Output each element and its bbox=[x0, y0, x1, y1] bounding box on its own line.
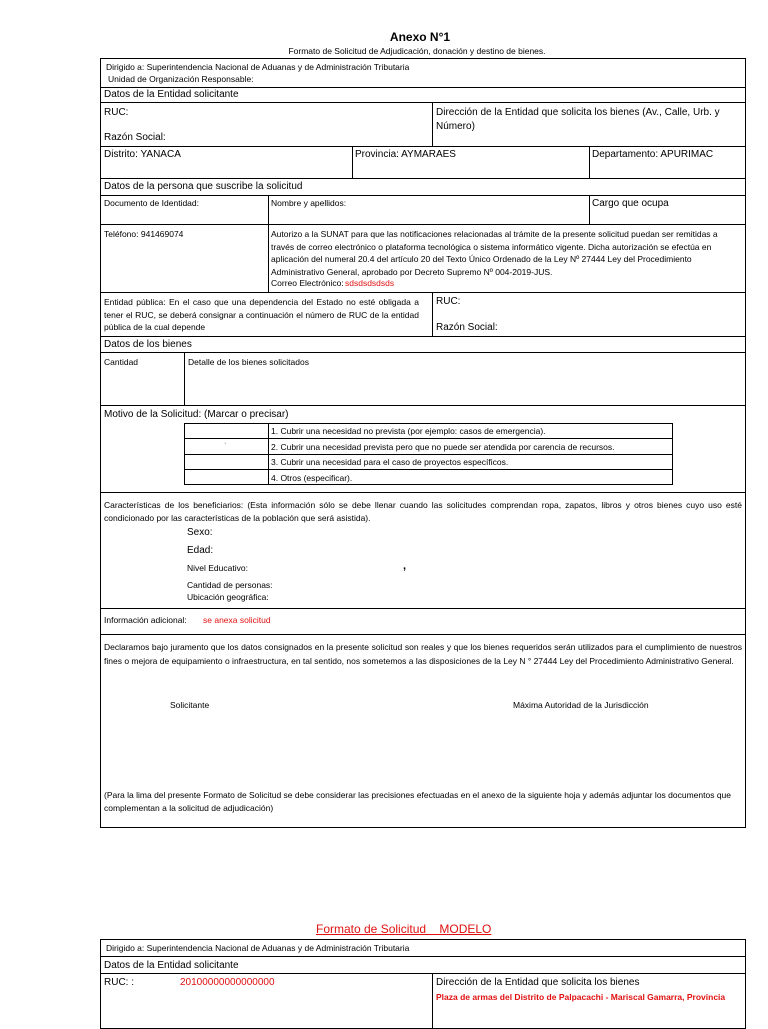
razon-social-field[interactable]: Razón Social: bbox=[104, 132, 166, 143]
detalle-column[interactable]: Detalle de los bienes solicitados bbox=[188, 357, 309, 367]
autorizo-text: Autorizo a la SUNAT para que las notificaciones relacionadas al trámite de la presente solicitud puedan ser remitidas a través de correo electrónico o plataforma tecnológica o sistema informático vigente. Dicha autorización se efectúa en aplicación del numeral 20.4 del artículo 20 del Texto Único Ordenado de la Ley Nº 27444 Ley del Procedimiento Administrativo General, aprobado por Decreto Supremo Nº 004-2019-JUS. bbox=[271, 229, 718, 277]
cantidad-personas-field[interactable]: Cantidad de personas: bbox=[187, 580, 273, 590]
modelo-ruc-label: RUC: : bbox=[104, 977, 134, 988]
section-persona: Datos de la persona que suscribe la solicitud bbox=[104, 181, 303, 192]
motivo-option-2[interactable]: 2. Cubrir una necesidad prevista pero que no puede ser atendida por carencia de recursos. bbox=[271, 442, 615, 452]
motivo-option-1[interactable]: 1. Cubrir una necesidad no prevista (por ejemplo: casos de emergencia). bbox=[271, 426, 546, 436]
direccion-field[interactable]: Dirección de la Entidad que solicita los bienes (Av., Calle, Urb. y Número) bbox=[436, 107, 720, 132]
page-title: Anexo N°1 bbox=[389, 30, 451, 44]
sexo-field[interactable]: Sexo: bbox=[187, 527, 213, 538]
motivo-dot: · bbox=[224, 440, 227, 447]
correo-label: Correo Electrónico: bbox=[271, 278, 344, 288]
solicitante-signature: Solicitante bbox=[170, 700, 210, 710]
razon2-field[interactable]: Razón Social: bbox=[436, 322, 498, 333]
ruc-field[interactable]: RUC: bbox=[104, 107, 129, 118]
entidad-publica-text: Entidad pública: En el caso que una dependencia del Estado no esté obligada a tener el RUC, se deberá consignar a continuación el número de RUC de la entidad pública de la cual depende bbox=[104, 297, 419, 332]
caracteristicas-text: Características de los beneficiarios: (Esta información sólo se debe llenar cuando las solicitudes comprendan ropa, zapatos, libros y otros bienes cuyo uso esté condicionado por las características de la población que será asistida). bbox=[104, 500, 742, 523]
motivo-option-4[interactable]: 4. Otros (especificar). bbox=[271, 473, 353, 483]
ruc2-field[interactable]: RUC: bbox=[436, 296, 461, 307]
correo-value[interactable]: sdsdsdsdsds bbox=[345, 278, 395, 288]
ubicacion-field[interactable]: Ubicación geográfica: bbox=[187, 592, 269, 602]
distrito-field[interactable]: Distrito: YANACA bbox=[104, 149, 181, 160]
telefono-field[interactable]: Teléfono: 941469074 bbox=[104, 229, 184, 239]
edad-field[interactable]: Edad: bbox=[187, 545, 214, 556]
declaracion-text: Declaramos bajo juramento que los datos consignados en la presente solicitud son reales y que los bienes requeridos serán utilizados para el cumplimiento de nuestros fines o mejora de equipamiento o infraestructura, en tal sentido, nos sometemos a las disposiciones de la Ley N ° 27444 Ley del Procedimiento Administrativo General. bbox=[104, 642, 742, 666]
modelo-addressee-line: Dirigido a: Superintendencia Nacional de Aduanas y de Administración Tributaria bbox=[106, 943, 410, 953]
documento-field[interactable]: Documento de Identidad: bbox=[104, 198, 199, 208]
section-motivo: Motivo de la Solicitud: (Marcar o precisar) bbox=[104, 409, 289, 420]
unidad-label: Unidad de Organización Responsable: bbox=[108, 74, 254, 84]
modelo-section-entidad: Datos de la Entidad solicitante bbox=[104, 960, 239, 971]
modelo-title: Formato de Solicitud MODELO bbox=[316, 922, 492, 936]
modelo-direccion-label: Dirección de la Entidad que solicita los bienes bbox=[436, 977, 640, 988]
motivo-option-3[interactable]: 3. Cubrir una necesidad para el caso de proyectos específicos. bbox=[271, 457, 509, 467]
cantidad-column[interactable]: Cantidad bbox=[104, 357, 139, 367]
nombre-field[interactable]: Nombre y apellidos: bbox=[271, 198, 347, 208]
modelo-ruc-value[interactable]: 20100000000000000 bbox=[180, 977, 275, 988]
nivel-mark: , bbox=[403, 560, 407, 572]
section-bienes: Datos de los bienes bbox=[104, 339, 192, 350]
cargo-field[interactable]: Cargo que ocupa bbox=[592, 198, 669, 209]
info-adicional-value[interactable]: se anexa solicitud bbox=[203, 615, 271, 625]
addressee-line: Dirigido a: Superintendencia Nacional de Aduanas y de Administración Tributaria bbox=[106, 62, 410, 72]
departamento-field[interactable]: Departamento: APURIMAC bbox=[592, 149, 714, 160]
provincia-field[interactable]: Provincia: AYMARAES bbox=[355, 149, 456, 160]
page-subtitle: Formato de Solicitud de Adjudicación, donación y destino de bienes. bbox=[288, 46, 546, 56]
info-adicional-label: Información adicional: bbox=[104, 615, 187, 625]
section-entidad: Datos de la Entidad solicitante bbox=[104, 89, 239, 100]
autoridad-signature: Máxima Autoridad de la Jurisdicción bbox=[513, 700, 649, 710]
nota-text: (Para la lima del presente Formato de Solicitud se debe considerar las precisiones efectuadas en el anexo de la siguiente hoja y además adjuntar los documentos que complementan a la solicitud de adjudicación) bbox=[104, 790, 732, 813]
nivel-field[interactable]: Nivel Educativo: bbox=[187, 563, 248, 573]
modelo-direccion-value[interactable]: Plaza de armas del Distrito de Palpacachi - Mariscal Gamarra, Provincia bbox=[436, 992, 726, 1002]
